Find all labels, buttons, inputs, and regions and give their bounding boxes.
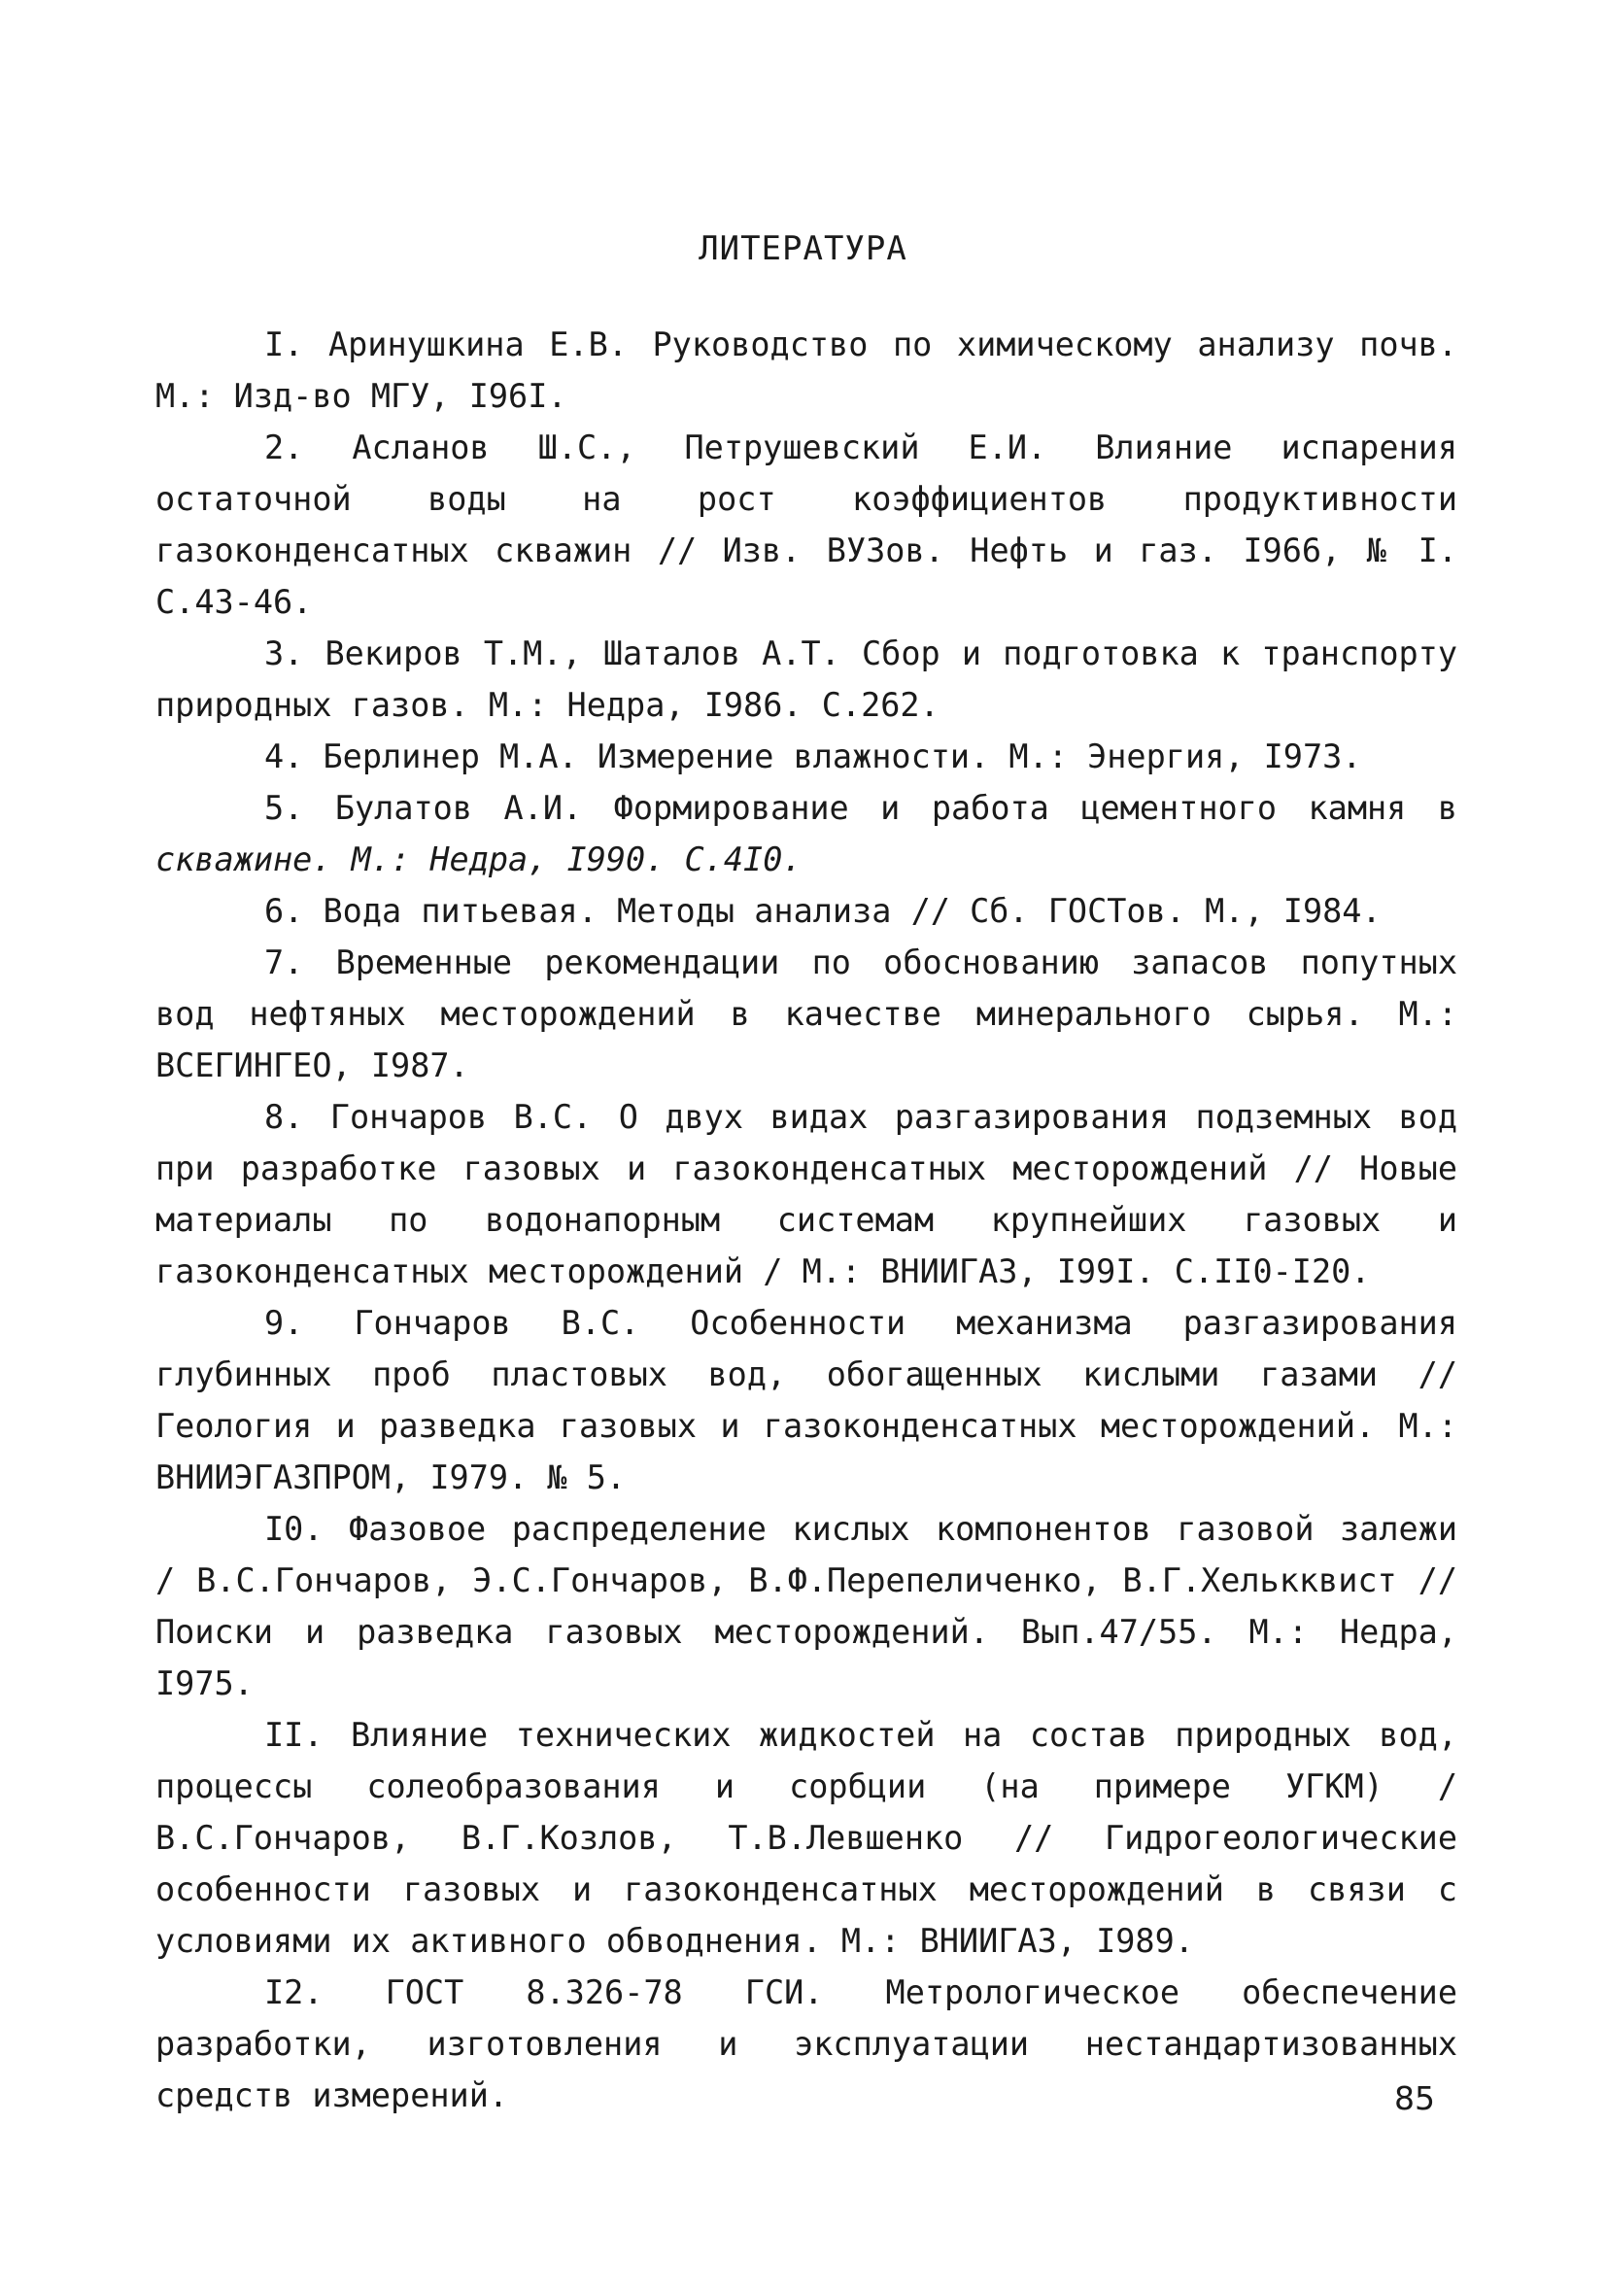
reference-text: Гончаров В.С. Особенности механизма разгазирования глубинных проб пластовых вод, обогащенных кислыми газами // Геология и разведка газовых и газоконденсатных месторождений. М.: ВНИИЭГАЗПРОМ, I979. № 5. (155, 1304, 1458, 1496)
reference-number: 8. (264, 1098, 304, 1136)
reference-text: Асланов Ш.С., Петрушевский Е.И. Влияние испарения остаточной воды на рост коэффициентов продуктивности газоконденсатных скважин // Изв. ВУЗов. Нефть и газ. I966, № I. С.43-46. (155, 428, 1457, 621)
reference-item (155, 319, 1457, 422)
reference-text-italic: скважине. М.: Недра, I990. С.4I0. (155, 840, 803, 878)
reference-text: Фазовое распределение кислых компонентов газовой залежи / В.С.Гончаров, Э.С.Гончаров, В.Ф.Перепеличенко, В.Г.Хелькквист // Поиски и разведка газовых месторождений. Вып.47/55. М.: Недра, I975. (155, 1510, 1458, 1702)
reference-item (155, 1709, 1457, 1967)
reference-number: 4. (264, 737, 304, 775)
reference-text: Вода питьевая. Методы анализа // Сб. ГОСТов. М., I984. (323, 892, 1382, 930)
reference-item (155, 1503, 1457, 1709)
reference-item (155, 1091, 1457, 1297)
reference-text: Гончаров В.С. О двух видах разгазирования подземных вод при разработке газовых и газоконденсатных месторождений // Новые материалы по водонапорным системам крупнейших газовых и газоконденсатных месторождений / М.: ВНИИГАЗ, I99I. С.II0-I20. (155, 1098, 1458, 1290)
reference-list (155, 319, 1457, 2121)
reference-number: 9. (264, 1304, 304, 1342)
reference-item (155, 628, 1457, 731)
reference-number: 3. (264, 634, 304, 672)
reference-item (155, 885, 1457, 937)
reference-text: Булатов А.И. Формирование и работа цементного камня в (334, 789, 1457, 827)
reference-number: I. (264, 326, 304, 363)
reference-text: Берлинер М.А. Измерение влажности. М.: Энергия, I973. (323, 737, 1362, 775)
reference-item (155, 422, 1457, 628)
reference-text: ГОСТ 8.326-78 ГСИ. Метрологическое обеспечение разработки, изготовления и эксплуатации нестандартизованных средств измерений. (155, 1973, 1457, 2114)
reference-item (155, 782, 1457, 885)
reference-number: II. (264, 1716, 324, 1754)
reference-item (155, 731, 1457, 782)
reference-text: Аринушкина Е.В. Руководство по химическому анализу почв. М.: Изд-во МГУ, I96I. (155, 326, 1457, 415)
reference-number: 7. (264, 943, 304, 981)
reference-item (155, 937, 1457, 1091)
reference-number: 6. (264, 892, 304, 930)
reference-number: I0. (264, 1510, 324, 1548)
reference-item (155, 1967, 1457, 2121)
page-number: 85 (1394, 2079, 1435, 2117)
page-title: ЛИТЕРАТУРА (699, 229, 907, 268)
reference-number: 5. (264, 789, 304, 827)
reference-number: 2. (264, 428, 304, 466)
reference-item (155, 1297, 1457, 1503)
reference-text: Влияние технических жидкостей на состав природных вод, процессы солеобразования и сорбции (на примере УГКМ) / В.С.Гончаров, В.Г.Козлов, Т.В.Левшенко // Гидрогеологические особенности газовых и газоконденсатных месторождений в связи с условиями их активного обводнения. М.: ВНИИГАЗ, I989. (155, 1716, 1457, 1960)
reference-text: Векиров Т.М., Шаталов А.Т. Сбор и подготовка к транспорту природных газов. М.: Недра, I986. С.262. (155, 634, 1457, 724)
reference-number: I2. (264, 1973, 324, 2011)
reference-text: Временные рекомендации по обоснованию запасов попутных вод нефтяных месторождений в качестве минерального сырья. М.: ВСЕГИНГЕО, I987. (155, 943, 1457, 1084)
